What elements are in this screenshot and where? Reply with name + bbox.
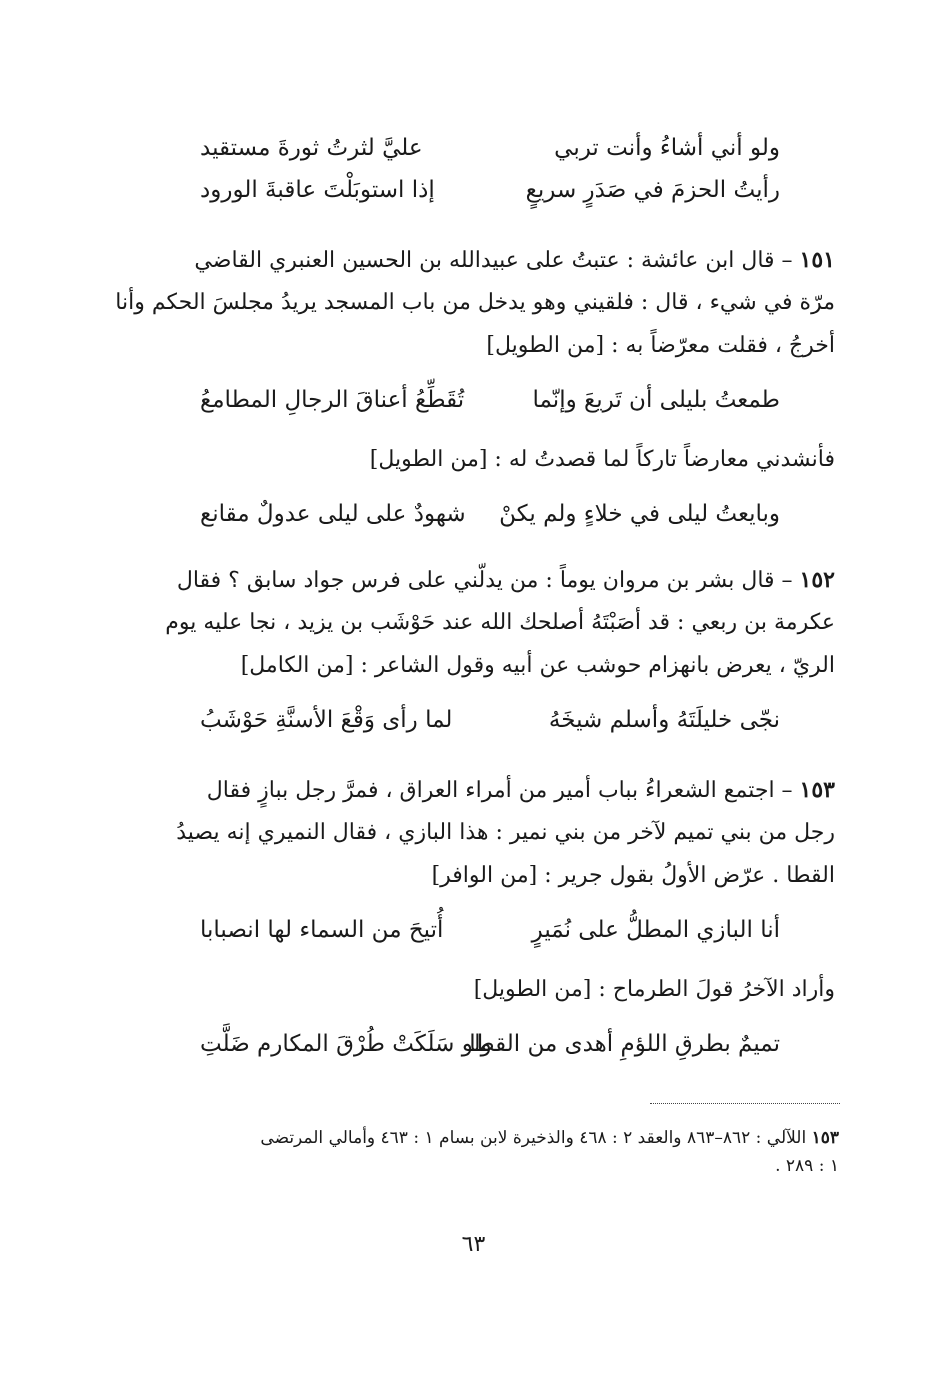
entry-153-line-4: وأراد الآخرُ قولَ الطرماح : [من الطويل] bbox=[473, 977, 835, 1002]
entry-151-line-2: مرّة في شيء ، قال : فلقيني وهو يدخل من باب المسجد يريدُ مجلسَ الحكم وأنا bbox=[115, 290, 835, 315]
footnote bbox=[119, 1124, 839, 1180]
entry-text: – قال ابن عائشة : عتبتُ على عبيدالله بن الحسين العنبري القاضي bbox=[194, 248, 793, 273]
verse-second-hemistich: عليَّ لثرتُ ثورةَ مستقيد bbox=[200, 135, 423, 161]
footnote-text: اللآلي : ٨٦٢–٨٦٣ والعقد ٢ : ٤٦٨ والذخيرة لابن بسام ١ : ٤٦٣ وأمالي المرتضى bbox=[260, 1128, 807, 1148]
verse-first-hemistich: ولو أني أشاءُ وأنت تربي bbox=[554, 135, 780, 161]
entry-151-line-3: أخرجُ ، فقلت معرّضاً به : [من الطويل] bbox=[486, 333, 835, 358]
verse-second-hemistich: ولو سَلَكَتْ طُرْقَ المكارم ضَلَّتِ bbox=[200, 1031, 492, 1057]
entry-152-line-1 bbox=[125, 560, 835, 601]
footnote-line-2: ١ : ٢٨٩ . bbox=[775, 1156, 839, 1176]
page-number: ٦٣ bbox=[461, 1232, 486, 1257]
entry-number: ١٥٢ bbox=[799, 567, 835, 593]
entry-text: – قال بشر بن مروان يوماً : من يدلّني على فرس جواد سابق ؟ فقال bbox=[176, 568, 793, 593]
verse-line bbox=[200, 128, 780, 168]
entry-152-line-3: الريّ ، يعرض بانهزام حوشب عن أبيه وقول الشاعر : [من الكامل] bbox=[240, 653, 835, 678]
entry-number: ١٥٣ bbox=[799, 777, 835, 803]
verse-first-hemistich: نجّى خليلَتَهُ وأسلم شيخَهُ bbox=[548, 707, 780, 733]
entry-153-line-3: القطا . عرّض الأولُ بقول جرير : [من الوافر] bbox=[431, 863, 835, 888]
verse-first-hemistich: أنا البازي المطلُّ على نُمَيرٍ bbox=[531, 917, 780, 943]
entry-153-line-1 bbox=[125, 770, 835, 811]
verse-line bbox=[200, 170, 780, 210]
verse-first-hemistich: طمعتُ بليلى أن تَريعَ وإنّما bbox=[532, 387, 780, 413]
entry-151-line-4: فأنشدني معارضاً تاركاً لما قصدتُ له : [من الطويل] bbox=[369, 447, 835, 472]
verse-second-hemistich: إذا استوبَلْتَ عاقبةَ الورود bbox=[200, 177, 435, 203]
entry-text: – اجتمع الشعراءُ بباب أمير من أمراء العراق ، فمرَّ رجل ببازٍ فقال bbox=[206, 778, 793, 803]
verse-first-hemistich: تميمٌ بطرقِ اللؤمِ أهدى من القطا bbox=[469, 1031, 780, 1057]
verse-line bbox=[200, 700, 780, 740]
verse-line bbox=[200, 494, 780, 534]
verse-second-hemistich: لما رأى وَقْعَ الأسنَّةِ حَوْشَبُ bbox=[200, 707, 453, 733]
verse-first-hemistich: رأيتُ الحزمَ في صَدَرٍ سريعٍ bbox=[525, 177, 780, 203]
verse-line bbox=[200, 910, 780, 950]
footnote-divider bbox=[650, 1103, 840, 1104]
verse-second-hemistich: أُتيحَ من السماء لها انصبابا bbox=[200, 917, 444, 943]
verse-second-hemistich: شهودٌ على ليلى عدولٌ مقانع bbox=[200, 501, 466, 527]
verse-line bbox=[200, 1024, 780, 1064]
footnote-number: ١٥٣ bbox=[811, 1128, 839, 1148]
footnote-line-1 bbox=[119, 1124, 839, 1152]
entry-153-line-2: رجل من بني تميم لآخر من بني نمير : هذا البازي ، فقال النميري إنه يصيدُ bbox=[176, 820, 835, 845]
entry-152-line-2: عكرمة بن ربعي : قد أصَبْتَهُ أصلحك الله عند حَوْشَب بن يزيد ، نجا عليه يوم bbox=[165, 610, 835, 635]
verse-first-hemistich: وبايعتُ ليلى في خلاءٍ ولم يكنْ bbox=[499, 501, 780, 527]
entry-151-line-1 bbox=[125, 240, 835, 281]
verse-line bbox=[200, 380, 780, 420]
entry-number: ١٥١ bbox=[799, 247, 835, 273]
verse-second-hemistich: تُقَطِّعُ أعناقَ الرجالِ المطامعُ bbox=[200, 387, 465, 413]
